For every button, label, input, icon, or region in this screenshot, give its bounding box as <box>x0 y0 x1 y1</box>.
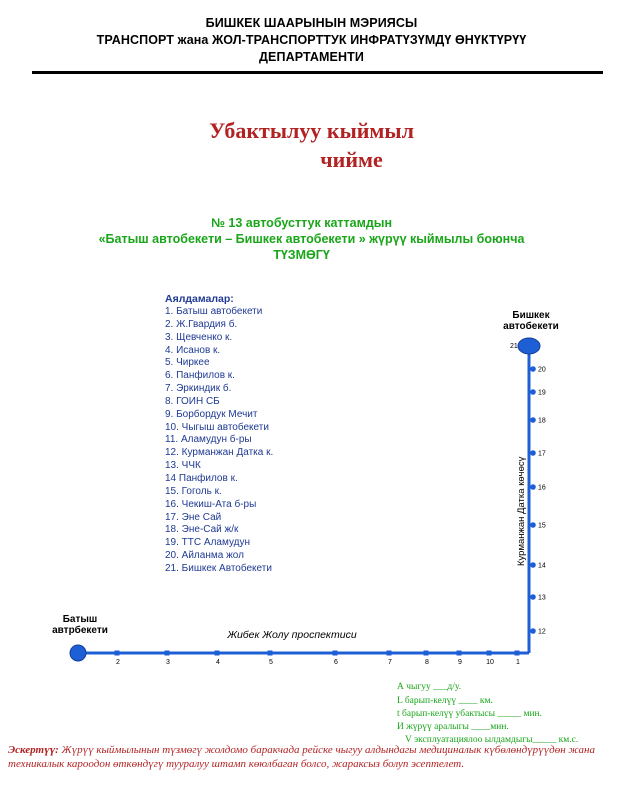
stop-marker <box>530 562 536 568</box>
stop-number: 10 <box>486 659 494 666</box>
stop-list-item: 21. Бишкек Автобекети <box>165 562 272 574</box>
stop-number: 17 <box>538 450 546 458</box>
route-note-line: И жүрүү аралыгы ____мин. <box>397 722 509 732</box>
stop-list-item: 14 Панфилов к. <box>165 472 238 484</box>
stop-number: 7 <box>388 659 392 666</box>
remark <box>8 743 616 771</box>
stop-list-item: 6. Панфилов к. <box>165 370 235 382</box>
stop-number: 20 <box>538 366 546 374</box>
stop-list-item: 18. Эне-Сай ж/к <box>165 524 239 536</box>
route-lines <box>78 346 529 653</box>
stop-list-item: 9. Борбордук Мечит <box>165 408 258 420</box>
stop-marker <box>530 628 536 634</box>
remark-label: Эскертүү: <box>8 744 59 756</box>
stop-number: 1 <box>516 659 520 666</box>
stop-list-item: 16. Чекиш-Ата б-ры <box>165 498 257 510</box>
stop-list-item: 5. Чиркее <box>165 357 210 369</box>
stop-list-item: 3. Щевченко к. <box>165 331 233 343</box>
route-note-line: t барып-келүү убактысы _____ мин. <box>397 709 543 719</box>
street-horizontal-label: Жибек Жолу проспектиси <box>227 629 357 641</box>
start-terminal-label-line-2: автрбекети <box>52 625 108 636</box>
stop-list-item: 19. ТТС Аламудун <box>165 537 250 549</box>
stop-marker <box>115 651 120 656</box>
stops-title: Аялдамалар: <box>165 293 234 305</box>
remark-text: Жүрүү кыймылынын түзмөгү жолдомо баракчада рейске чыгуу алдындагы медициналык күбөлөндүрүүдөн жана техникалык кароодон өткөндүгү тууралуу штамп көюлбаган болсо, жараксыз болуп эсептелет. <box>8 744 595 770</box>
title-line-2: чийме <box>320 147 383 172</box>
stop-marker <box>487 651 492 656</box>
stop-number: 19 <box>538 389 546 397</box>
stop-marker <box>215 651 220 656</box>
header-line-1: БИШКЕК ШААРЫНЫН МЭРИЯСЫ <box>205 16 418 30</box>
stop-list-item: 17. Эне Сай <box>165 511 222 523</box>
stop-list-item: 1. Батыш автобекети <box>165 306 263 317</box>
stop-list-item: 20. Айланма жол <box>165 550 244 562</box>
stop-number: 12 <box>538 628 546 636</box>
route-stop-numbers <box>116 343 546 666</box>
stop-number: 15 <box>538 522 546 530</box>
stop-marker <box>530 484 536 490</box>
stop-list-item: 10. Чыгыш автобекети <box>165 421 269 433</box>
street-vertical-label: Курманжан Датка көчөсү <box>516 456 527 566</box>
stop-number: 9 <box>458 659 462 666</box>
stop-number: 2 <box>116 659 120 666</box>
stop-number: 18 <box>538 417 546 425</box>
subtitle-line-1: № 13 автобусттук каттамдын <box>210 216 393 230</box>
end-terminal-label <box>500 310 562 332</box>
stop-marker <box>515 651 520 656</box>
stop-number: 14 <box>538 562 546 570</box>
end-terminal-label-line-2: автобекети <box>503 321 559 332</box>
stop-marker <box>530 366 536 372</box>
stop-marker <box>530 450 536 456</box>
stop-number: 6 <box>334 659 338 666</box>
start-terminal-label-line-1: Батыш <box>62 614 98 625</box>
stop-list-item: 13. ЧЧК <box>165 460 201 472</box>
subtitle-line-2: «Батыш автобекети – Бишкек автобекети » жүрүү кыймылы боюнча <box>98 232 525 246</box>
stop-number: 16 <box>538 484 546 492</box>
stop-marker <box>530 522 536 528</box>
stop-list-item: 7. Эркиндик б. <box>165 383 232 395</box>
stop-marker <box>457 651 462 656</box>
stop-marker <box>165 651 170 656</box>
stop-list-item: 8. ГОИН СБ <box>165 395 220 407</box>
stop-list-item: 4. Исанов к. <box>165 344 221 356</box>
stop-marker <box>424 651 429 656</box>
stop-marker <box>530 389 536 395</box>
title-line-1: Убактылуу кыймыл <box>209 118 414 143</box>
header-rule <box>32 71 603 74</box>
end-terminal-label-line-1: Бишкек <box>512 310 550 321</box>
stop-marker <box>333 651 338 656</box>
stop-number: 5 <box>269 659 273 666</box>
route-note-line: L барып-келүү ____ км. <box>397 696 493 706</box>
stop-marker <box>530 594 536 600</box>
stop-number: 13 <box>538 594 546 602</box>
stop-number: 8 <box>425 659 429 666</box>
end-terminal-marker <box>518 338 540 354</box>
stop-number: 21 <box>510 343 518 350</box>
stop-list-item: 2. Ж.Гвардия б. <box>165 318 238 330</box>
subtitle-line-3: ТҮЗМӨГҮ <box>273 248 330 262</box>
route-note-line: А чыгуу ___д/у. <box>397 682 462 692</box>
stop-number: 3 <box>166 659 170 666</box>
stop-list-item: 12. Курманжан Датка к. <box>165 447 274 459</box>
start-terminal-marker <box>70 645 86 661</box>
stop-number: 4 <box>216 659 220 666</box>
start-terminal-label <box>50 614 110 636</box>
route-note-line: V эксплуатациялоо ылдамдыгы_____ км.с. <box>405 735 579 745</box>
stop-marker <box>387 651 392 656</box>
header-line-2: ТРАНСПОРТ жана ЖОЛ-ТРАНСПОРТТУК ИНФРАТҮЗҮМДҮ ӨНҮКТҮРҮҮ <box>96 33 527 47</box>
stop-list-item: 11. Аламудун б-ры <box>165 434 252 446</box>
route-stops <box>70 338 540 661</box>
stop-marker <box>530 417 536 423</box>
stop-list-item: 15. Гоголь к. <box>165 485 222 497</box>
stop-marker <box>268 651 273 656</box>
route-map <box>0 290 623 670</box>
header-line-3: ДЕПАРТАМЕНТИ <box>259 50 364 64</box>
